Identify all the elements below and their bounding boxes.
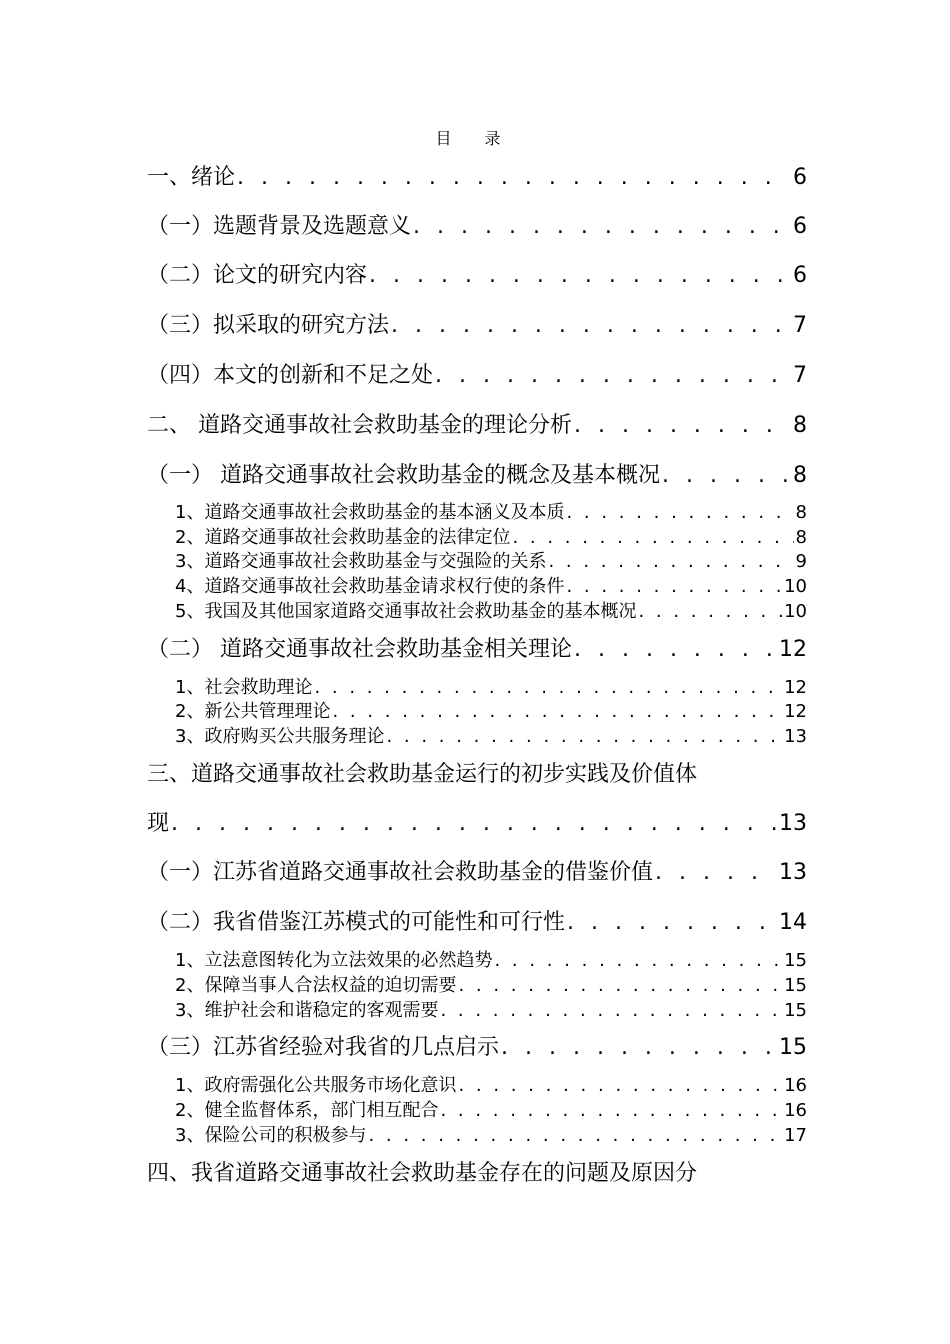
leader-dots [548,551,793,572]
toc-entry[interactable] [147,547,807,573]
toc-entry-text: 现 [147,811,170,836]
leader-dots [332,701,782,722]
toc-entry[interactable] [147,498,807,524]
toc-entry-text: 2、健全监督体系，部门相互配合 [175,1100,439,1121]
toc-entry[interactable] [147,673,807,699]
toc-entry[interactable] [147,458,807,489]
toc-entry-text: 2、道路交通事故社会救助基金的法律定位 [175,527,511,548]
toc-entry-page: 15 [784,1000,807,1021]
toc-entry[interactable] [147,946,807,972]
toc-entry[interactable] [147,160,807,191]
toc-entry-text: 二、 道路交通事故社会救助基金的理论分析 [147,413,572,438]
toc-entry-page: 6 [793,263,807,288]
leader-dots [440,1000,782,1021]
leader-dots [655,860,777,885]
toc-entry-page: 8 [795,527,807,548]
leader-dots [501,1035,777,1060]
leader-dots [391,313,791,338]
leader-dots [413,214,791,239]
toc-entry-text: 2、保障当事人合法权益的迫切需要 [175,975,457,996]
toc-entry-page: 16 [784,1100,807,1121]
leader-dots [574,413,791,438]
leader-dots [494,950,782,971]
toc-entry-page: 17 [784,1125,807,1146]
toc-entry-text: 1、立法意图转化为立法效果的必然趋势 [175,950,493,971]
toc-entry-page: 15 [784,950,807,971]
toc-entry-text: 1、政府需强化公共服务市场化意识 [175,1075,457,1096]
toc-entry-page: 13 [779,860,807,885]
toc-entry-page: 6 [793,165,807,190]
toc-entry[interactable] [147,1030,807,1061]
toc-entry-page: 10 [784,601,807,622]
toc-entry[interactable] [147,722,807,748]
toc-entry[interactable] [147,1071,807,1097]
toc-entry[interactable] [147,1121,807,1147]
toc-entry-page: 15 [779,1035,807,1060]
toc-entry[interactable] [147,308,807,339]
toc-entry-text: 3、政府购买公共服务理论 [175,726,385,747]
toc-entry-text: （三）江苏省经验对我省的几点启示 [147,1035,500,1060]
toc-entry-page: 14 [779,910,807,935]
toc-entry[interactable] [147,209,807,240]
toc-entry-text: 5、我国及其他国家道路交通事故社会救助基金的基本概况 [175,601,637,622]
toc-entry-page: 8 [793,463,807,488]
leader-dots [386,726,782,747]
leader-dots [567,910,777,935]
leader-dots [566,502,793,523]
toc-entry[interactable] [147,597,807,623]
toc-entry-page: 12 [784,677,807,698]
toc-entry[interactable] [147,971,807,997]
toc-entry-text: 3、保险公司的积极参与 [175,1125,367,1146]
toc-entry-page: 13 [784,726,807,747]
toc-entry-page: 13 [779,811,807,836]
leader-dots [171,811,777,836]
toc-entry-text: （二）论文的研究内容 [147,263,368,288]
toc-entry[interactable] [147,358,807,389]
toc-entry-text: 3、维护社会和谐稳定的客观需要 [175,1000,439,1021]
toc-entry[interactable] [147,806,807,837]
toc-entry[interactable] [147,905,807,936]
toc-entry-page: 6 [793,214,807,239]
leader-dots [237,165,791,190]
toc-entry-text: （二）我省借鉴江苏模式的可能性和可行性 [147,910,566,935]
toc-entry-text: 一、绪论 [147,165,236,190]
leader-dots [512,527,793,548]
toc-title: 目 录 [435,129,515,148]
toc-entry-text: （一）选题背景及选题意义 [147,214,412,239]
toc-entry[interactable] [147,523,807,549]
toc-entry[interactable] [147,572,807,598]
toc-entry-page: 8 [793,413,807,438]
leader-dots [440,1100,782,1121]
toc-entry-text: 4、道路交通事故社会救助基金请求权行使的条件 [175,576,565,597]
toc-entry[interactable] [147,632,807,663]
toc-entry-page: 12 [779,637,807,662]
toc-entry-page: 8 [795,502,807,523]
toc-entry-text: （二） 道路交通事故社会救助基金相关理论 [147,637,572,662]
toc-entry-page: 9 [795,551,807,572]
leader-dots [368,1125,782,1146]
leader-dots [369,263,791,288]
toc-entry-page: 7 [793,363,807,388]
toc-entry[interactable] [147,1096,807,1122]
toc-entry[interactable] [147,855,807,886]
toc-entry[interactable] [147,996,807,1022]
leader-dots [574,637,777,662]
toc-entry[interactable] [147,258,807,289]
leader-dots [458,975,782,996]
toc-entry-text: （一） 道路交通事故社会救助基金的概念及基本概况 [147,463,660,488]
leader-dots [566,576,782,597]
toc-entry-text: 1、社会救助理论 [175,677,313,698]
toc-entry-page: 7 [793,313,807,338]
toc-entry-text: 3、道路交通事故社会救助基金与交强险的关系 [175,551,547,572]
toc-entry-text: 1、道路交通事故社会救助基金的基本涵义及本质 [175,502,565,523]
leader-dots [662,463,791,488]
leader-dots [638,601,782,622]
toc-entry[interactable] [147,408,807,439]
toc-entry-page: 12 [784,701,807,722]
toc-entry-page: 15 [784,975,807,996]
toc-entry-wrapped-heading[interactable]: 三、道路交通事故社会救助基金运行的初步实践及价值体 [147,762,698,787]
toc-entry-text: （四）本文的创新和不足之处 [147,363,434,388]
toc-entry-text: 2、新公共管理理论 [175,701,331,722]
leader-dots [458,1075,782,1096]
toc-entry[interactable] [147,697,807,723]
toc-entry-text: （三）拟采取的研究方法 [147,313,390,338]
toc-entry-page: 16 [784,1075,807,1096]
toc-entry-page: 10 [784,576,807,597]
leader-dots [314,677,782,698]
toc-entry-text: （一）江苏省道路交通事故社会救助基金的借鉴价值 [147,860,654,885]
leader-dots [435,363,791,388]
toc-entry-truncated-heading[interactable]: 四、我省道路交通事故社会救助基金存在的问题及原因分 [147,1161,698,1186]
